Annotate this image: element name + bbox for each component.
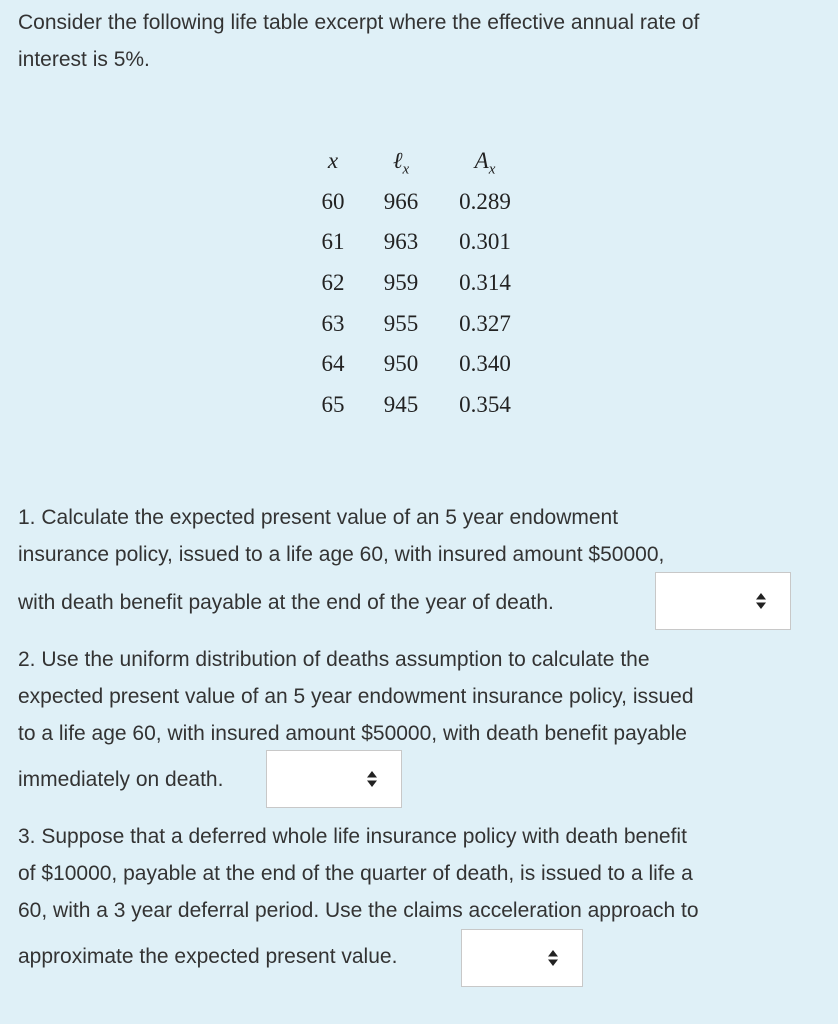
question-2-line-2: expected present value of an 5 year endowment insurance policy, issued (18, 685, 694, 708)
header-l-symbol: ℓ (392, 148, 403, 173)
cell-ax: 0.314 (459, 270, 511, 296)
cell-ax: 0.327 (459, 310, 511, 336)
header-lx (378, 148, 424, 179)
cell-lx: 959 (383, 270, 419, 296)
cell-x: 63 (321, 310, 345, 336)
up-down-arrows-icon (756, 593, 766, 609)
cell-x: 61 (321, 229, 345, 255)
header-ax (452, 148, 518, 179)
up-down-arrows-icon (548, 950, 558, 966)
question-1-line-1: 1. Calculate the expected present value of an 5 year endowment (18, 506, 619, 529)
cell-lx: 963 (383, 229, 419, 255)
header-x: x (327, 148, 339, 173)
cell-lx: 945 (383, 392, 419, 418)
intro-line-1: Consider the following life table excerpt where the effective annual rate of (18, 11, 700, 34)
question-1-answer-select[interactable] (655, 572, 791, 630)
question-2 (18, 641, 823, 798)
question-3-answer-select[interactable] (461, 929, 583, 987)
cell-lx: 950 (383, 351, 419, 377)
question-3-line-1: 3. Suppose that a deferred whole life insurance policy with death benefit (18, 825, 687, 848)
question-2-line-3: to a life age 60, with insured amount $50000, with death benefit payable (18, 722, 687, 745)
intro-line-2: interest is 5%. (18, 48, 150, 71)
cell-x: 60 (321, 188, 345, 214)
header-a-symbol: A (474, 148, 489, 173)
question-3 (18, 818, 823, 975)
cell-ax: 0.354 (459, 392, 511, 418)
cell-lx: 955 (383, 310, 419, 336)
question-2-line-1: 2. Use the uniform distribution of deaths assumption to calculate the (18, 648, 650, 671)
question-2-line-4: immediately on death. (18, 768, 224, 791)
cell-ax: 0.289 (459, 188, 511, 214)
cell-ax: 0.340 (459, 351, 511, 377)
intro-text (18, 4, 823, 78)
up-down-arrows-icon (367, 771, 377, 787)
question-1-line-3: with death benefit payable at the end of the year of death. (18, 591, 554, 614)
question-1-line-2: insurance policy, issued to a life age 60, with insured amount $50000, (18, 543, 665, 566)
question-3-line-4: approximate the expected present value. (18, 945, 398, 968)
question-2-answer-select[interactable] (266, 750, 402, 808)
cell-x: 64 (321, 351, 345, 377)
question-3-line-3: 60, with a 3 year deferral period. Use the claims acceleration approach to (18, 899, 699, 922)
question-3-line-2: of $10000, payable at the end of the quarter of death, is issued to a life a (18, 862, 693, 885)
cell-lx: 966 (383, 188, 419, 214)
cell-ax: 0.301 (459, 229, 511, 255)
cell-x: 62 (321, 270, 345, 296)
header-a-subscript: x (488, 161, 496, 178)
header-l-subscript: x (402, 161, 410, 178)
cell-x: 65 (321, 392, 345, 418)
